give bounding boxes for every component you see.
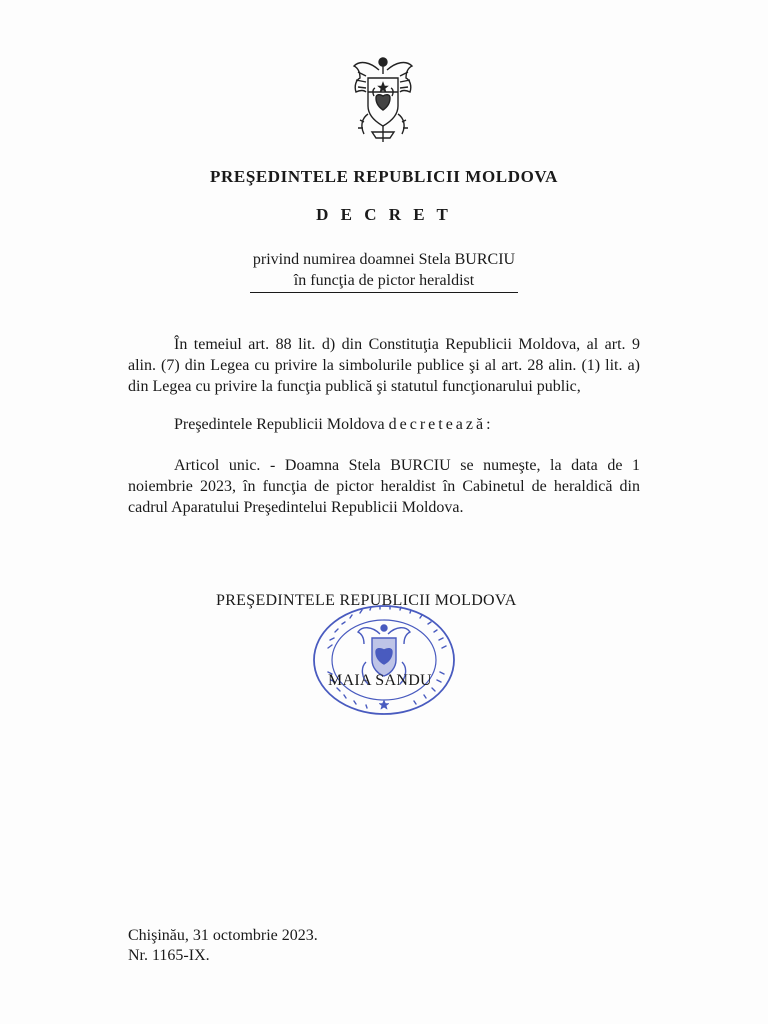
legal-basis-paragraph [128,334,640,397]
decree-title: D E C R E T [316,205,452,224]
signatory-name: MAIA SANDU [328,672,432,689]
decrees-paragraph [128,414,640,435]
decrees-prefix: Preşedintele Republicii Moldova [174,416,385,433]
subject-line-1: privind numirea doamnei Stela BURCIU [252,251,516,268]
article-text: Articol unic. - Doamna Stela BURCIU se numeşte, la data de 1 noiembrie 2023, în funcţia de pictor heraldist în Cabinetul de heraldică din cadrul Aparatului Preşedintelui Republicii Moldova. [128,457,640,516]
place-and-date: Chişinău, 31 octombrie 2023. [128,927,318,944]
decree-number: Nr. 1165-IX. [128,947,210,964]
official-seal-icon [310,602,458,718]
article-paragraph [128,455,640,518]
subject-line-2: în funcţia de pictor heraldist [250,270,518,293]
decree-subject [0,249,768,293]
coat-of-arms-icon [346,52,420,144]
header-title: PREŞEDINTELE REPUBLICII MOLDOVA [210,167,558,186]
signature-title: PREŞEDINTELE REPUBLICII MOLDOVA [216,592,517,609]
decrees-verb: decretează: [388,416,494,433]
legal-basis-text: În temeiul art. 88 lit. d) din Constituţia Republicii Moldova, al art. 9 alin. (7) din Legea cu privire la simbolurile publice şi al art. 28 alin. (1) lit. a) din Legea cu privire la funcţia publică şi statutul funcţionarului public, [128,336,640,395]
